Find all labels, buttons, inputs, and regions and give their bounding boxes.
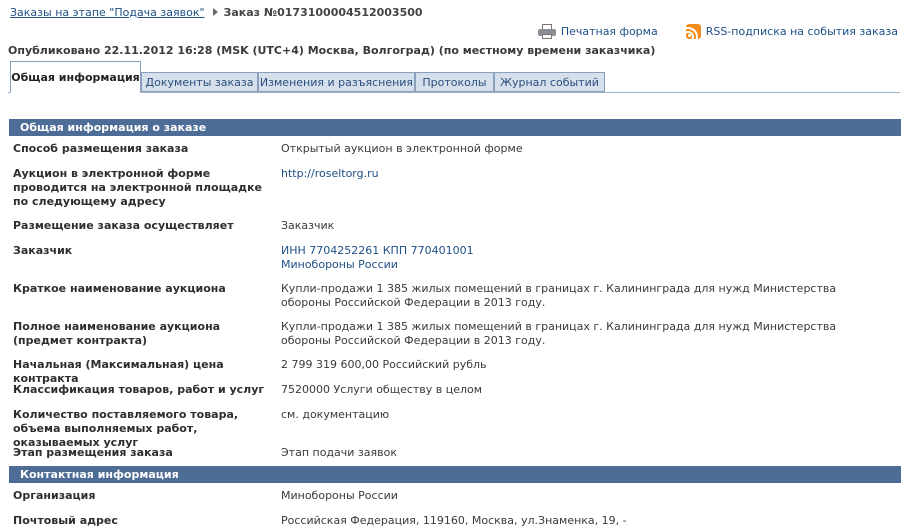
- row-label: Классификация товаров, работ и услуг: [13, 383, 265, 396]
- row-label: Краткое наименование аукциона: [13, 282, 226, 295]
- row-value: Минобороны России: [281, 489, 398, 502]
- rss-subscribe-label: RSS-подписка на события заказа: [705, 25, 898, 38]
- row-value: [281, 167, 885, 181]
- row-label: Этап размещения заказа: [13, 446, 173, 459]
- row-value: 2 799 319 600,00 Российский рубль: [281, 358, 487, 371]
- row-label: Аукцион в электронной форме проводится на электронной площадке по следующему адресу: [13, 167, 262, 208]
- breadcrumb-current-order: Заказ №0173100004512003500: [223, 5, 423, 19]
- breadcrumb-link-orders[interactable]: Заказы на этапе "Подача заявок": [10, 5, 205, 19]
- tab-order-documents[interactable]: Документы заказа: [141, 72, 258, 92]
- row-value: Заказчик: [281, 219, 335, 232]
- row-value: Купли-продажи 1 385 жилых помещений в границах г. Калининграда для нужд Министерства обороны Российской Федерации в 2013 году.: [281, 282, 837, 309]
- row-value: Открытый аукцион в электронной форме: [281, 142, 523, 155]
- row-value: Российская Федерация, 119160, Москва, ул.Знаменка, 19, -: [281, 514, 627, 527]
- rss-subscribe-link[interactable]: [686, 24, 898, 39]
- tab-bar-divider: [8, 92, 900, 93]
- row-label: Полное наименование аукциона (предмет контракта): [13, 320, 221, 347]
- tab-changes-clarifications[interactable]: Изменения и разъяснения: [258, 72, 415, 92]
- tab-general-info[interactable]: Общая информация: [10, 61, 141, 93]
- platform-url-link[interactable]: http://roseltorg.ru: [281, 167, 379, 180]
- row-value: 7520000 Услуги обществу в целом: [281, 383, 483, 396]
- tab-protocols[interactable]: Протоколы: [415, 72, 494, 92]
- printer-icon: [538, 24, 556, 39]
- rss-icon: [686, 24, 701, 39]
- row-value: [281, 244, 885, 272]
- row-label: Заказчик: [13, 244, 73, 257]
- tab-event-log[interactable]: Журнал событий: [494, 72, 605, 92]
- toolbar: [538, 24, 898, 39]
- section-header-general: Общая информация о заказе: [9, 119, 901, 136]
- customer-name-link[interactable]: Минобороны России: [281, 258, 398, 271]
- row-label: Количество поставляемого товара, объема выполняемых работ, оказываемых услуг: [13, 408, 239, 449]
- row-value: см. документацию: [281, 408, 390, 421]
- row-label: Организация: [13, 489, 96, 502]
- section-header-contacts: Контактная информация: [9, 466, 901, 483]
- customer-inn-link[interactable]: ИНН 7704252261 КПП 770401001: [281, 244, 474, 257]
- chevron-right-icon: [213, 8, 218, 16]
- published-info: Опубликовано 22.11.2012 16:28 (MSK (UTC+4) Москва, Волгоград) (по местному времени заказчика): [8, 44, 656, 57]
- breadcrumb: [10, 4, 423, 20]
- row-label: Почтовый адрес: [13, 514, 118, 527]
- row-value: Этап подачи заявок: [281, 446, 397, 459]
- print-form-label: Печатная форма: [560, 25, 658, 38]
- tab-bar: [8, 61, 900, 93]
- row-label: Начальная (Максимальная) цена контракта: [13, 358, 224, 385]
- row-label: Размещение заказа осуществляет: [13, 219, 234, 232]
- row-label: Способ размещения заказа: [13, 142, 189, 155]
- row-value: Купли-продажи 1 385 жилых помещений в границах г. Калининграда для нужд Министерства обороны Российской Федерации в 2013 году.: [281, 320, 837, 347]
- print-form-link[interactable]: [538, 24, 658, 39]
